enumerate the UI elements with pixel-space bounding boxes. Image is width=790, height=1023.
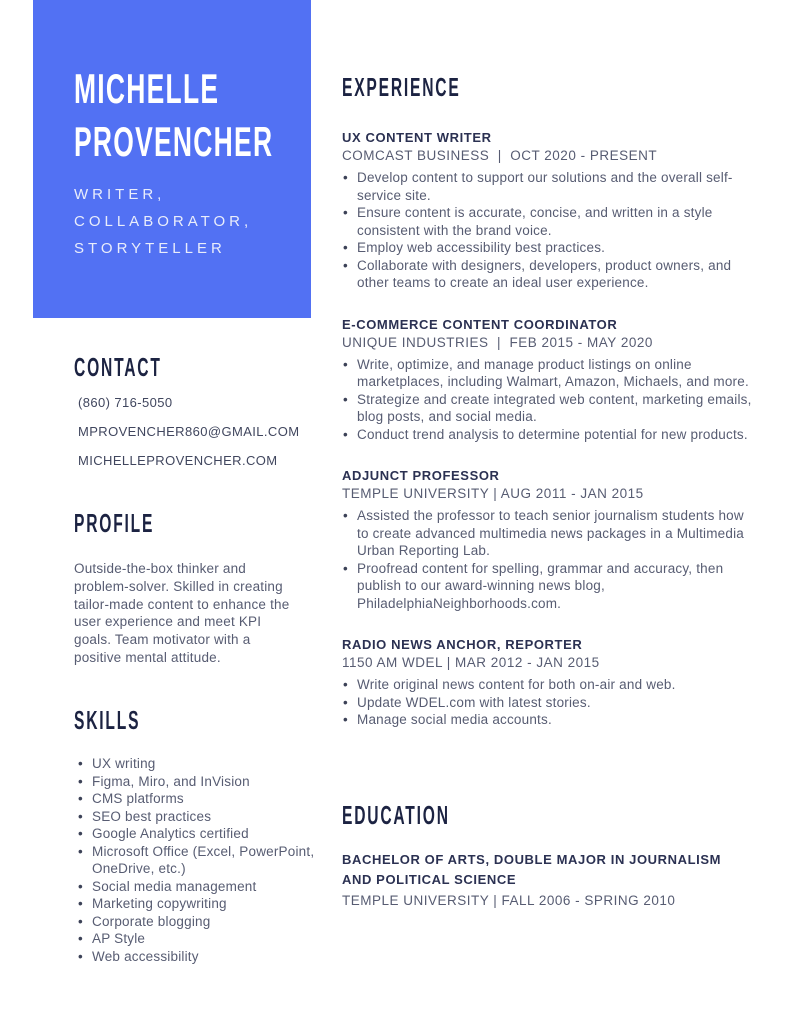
job-bullet: • Manage social media accounts.	[342, 711, 758, 729]
name-banner	[33, 0, 311, 318]
job-bullet: • Strategize and create integrated web content, marketing emails, blog posts, and social media.	[342, 391, 758, 426]
skill-item: • Marketing copywriting	[74, 895, 330, 913]
skill-item: • Microsoft Office (Excel, PowerPoint, OneDrive, etc.)	[74, 843, 330, 878]
profile-section	[74, 508, 330, 667]
job-bullet: • Update WDEL.com with latest stories.	[342, 694, 758, 712]
job-title: RADIO NEWS ANCHOR, REPORTER	[342, 637, 583, 652]
skills-heading: SKILLS	[74, 705, 141, 735]
candidate-name	[74, 62, 293, 168]
job-meta: 1150 AM WDEL | MAR 2012 - JAN 2015	[342, 655, 600, 670]
education-heading: EDUCATION	[342, 800, 450, 830]
skill-item: • Corporate blogging	[74, 913, 330, 931]
contact-item: MPROVENCHER860@GMAIL.COM	[78, 424, 300, 439]
tagline-line: STORYTELLER	[74, 240, 226, 257]
skill-item: • Google Analytics certified	[74, 825, 330, 843]
job-bullet: • Employ web accessibility best practices.	[342, 239, 758, 257]
job-bullet: • Write, optimize, and manage product listings on online marketplaces, including Walmart, Amazon, Michaels, and more.	[342, 356, 758, 391]
skill-item: • AP Style	[74, 930, 330, 948]
experience-section	[342, 72, 778, 753]
education-section	[342, 800, 778, 909]
job-meta: TEMPLE UNIVERSITY | AUG 2011 - JAN 2015	[342, 486, 644, 501]
job-entry	[342, 467, 778, 612]
job-bullet: • Develop content to support our solutions and the overall self-service site.	[342, 169, 758, 204]
job-bullet-list	[342, 676, 758, 729]
job-title: UX CONTENT WRITER	[342, 130, 492, 145]
contact-section	[74, 352, 330, 483]
name-line-2: PROVENCHER	[74, 118, 274, 165]
job-title: E-COMMERCE CONTENT COORDINATOR	[342, 316, 618, 332]
skills-list	[74, 755, 330, 965]
job-bullet-list	[342, 507, 758, 612]
experience-heading: EXPERIENCE	[342, 72, 461, 102]
job-entry	[342, 316, 778, 444]
profile-heading: PROFILE	[74, 508, 155, 538]
tagline-line: WRITER,	[74, 186, 166, 203]
job-bullet: • Conduct trend analysis to determine potential for new products.	[342, 426, 758, 444]
contact-list	[74, 396, 330, 468]
job-bullet-list	[342, 356, 758, 444]
skills-section	[74, 705, 330, 965]
job-meta: UNIQUE INDUSTRIES | FEB 2015 - MAY 2020	[342, 334, 653, 350]
job-title: ADJUNCT PROFESSOR	[342, 468, 500, 483]
job-entry	[342, 636, 778, 729]
contact-heading: CONTACT	[74, 352, 162, 382]
skill-item: • Web accessibility	[74, 948, 330, 966]
degree-meta: TEMPLE UNIVERSITY | FALL 2006 - SPRING 2010	[342, 893, 676, 908]
job-entry	[342, 129, 778, 292]
job-bullet: • Assisted the professor to teach senior journalism students how to create advanced multimedia news packages in a Multimedia Urban Reporting Lab.	[342, 507, 758, 560]
name-line-1: MICHELLE	[74, 65, 220, 112]
job-bullet: • Collaborate with designers, developers, product owners, and other teams to create an ideal user experience.	[342, 257, 758, 292]
skill-item: • Social media management	[74, 878, 330, 896]
profile-text: Outside-the-box thinker and problem-solver. Skilled in creating tailor-made content to enhance the user experience and meet KPI goals. Team motivator with a positive mental attitude.	[74, 561, 290, 665]
job-bullet: • Ensure content is accurate, concise, and written in a style consistent with the brand voice.	[342, 204, 758, 239]
job-meta: COMCAST BUSINESS | OCT 2020 - PRESENT	[342, 148, 658, 163]
job-bullet: • Proofread content for spelling, grammar and accuracy, then publish to our award-winning news blog, PhiladelphiaNeighborhoods.com.	[342, 560, 758, 613]
skill-item: • SEO best practices	[74, 808, 330, 826]
job-bullet: • Write original news content for both on-air and web.	[342, 676, 758, 694]
contact-item: MICHELLEPROVENCHER.COM	[78, 453, 278, 468]
job-list	[342, 129, 778, 729]
tagline-line: COLLABORATOR,	[74, 213, 253, 230]
contact-item: (860) 716-5050	[78, 395, 173, 410]
tagline	[74, 181, 293, 262]
degree-title: BACHELOR OF ARTS, DOUBLE MAJOR IN JOURNALISM AND POLITICAL SCIENCE	[342, 852, 722, 887]
skill-item: • UX writing	[74, 755, 330, 773]
skill-item: • CMS platforms	[74, 790, 330, 808]
skill-item: • Figma, Miro, and InVision	[74, 773, 330, 791]
job-bullet-list	[342, 169, 758, 292]
